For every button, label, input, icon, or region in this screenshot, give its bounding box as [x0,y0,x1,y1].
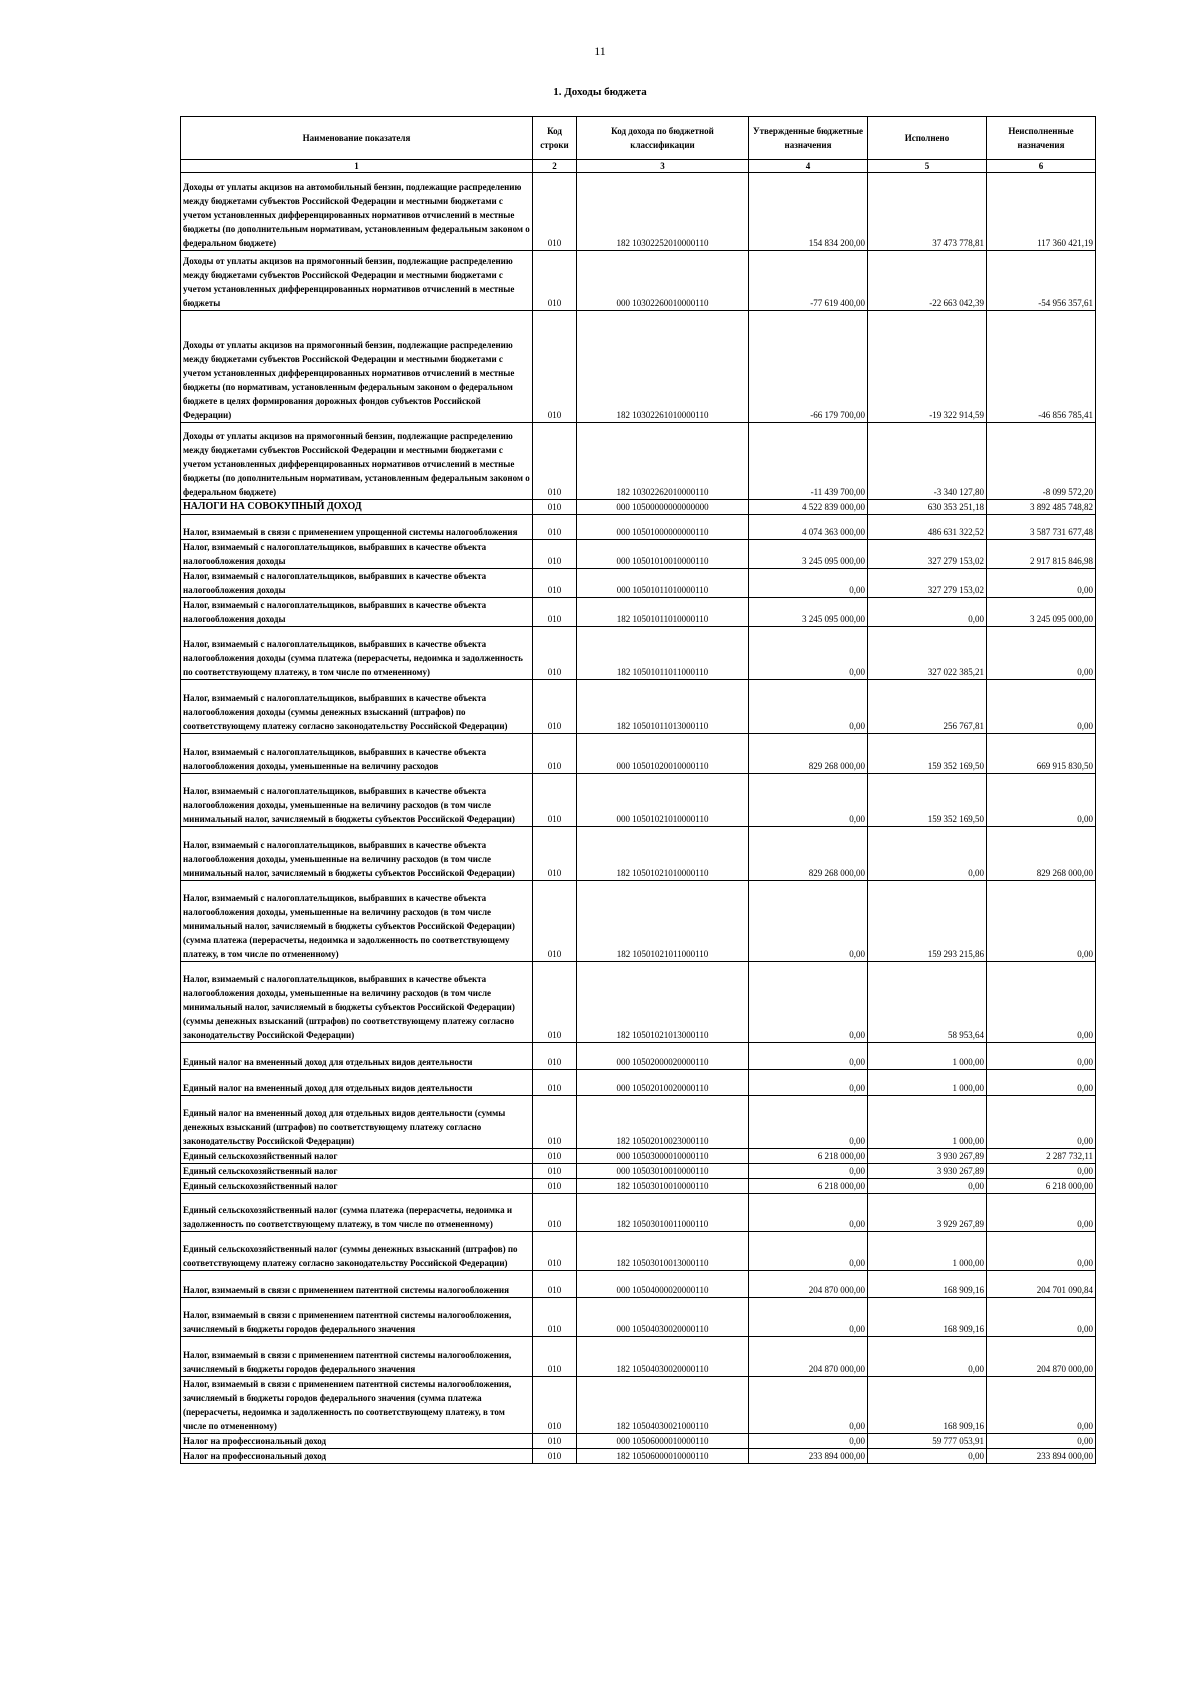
row-executed-amount: 0,00 [868,827,987,881]
table-header [181,117,1096,173]
row-approved-amount: 0,00 [749,627,868,680]
table-row [181,1194,1096,1232]
row-line-code: 010 [533,540,577,569]
header-income-code: Код дохода по бюджетной классификации [577,117,749,160]
row-approved-amount: 0,00 [749,569,868,598]
row-unexecuted-amount: 3 587 731 677,48 [987,515,1096,540]
row-executed-amount: 0,00 [868,1337,987,1377]
row-approved-amount: -66 179 700,00 [749,311,868,423]
table-row [181,1096,1096,1149]
table-row [181,774,1096,827]
row-line-code: 010 [533,827,577,881]
row-line-code: 010 [533,734,577,774]
row-executed-amount: -19 322 914,59 [868,311,987,423]
header-line-code: Код строки [533,117,577,160]
section-title: 1. Доходы бюджета [553,86,647,98]
table-row [181,1232,1096,1271]
row-income-code: 182 10501021010000110 [577,827,749,881]
row-line-code: 010 [533,1043,577,1070]
row-name: Доходы от уплаты акцизов на прямогонный бензин, подлежащие распределению между бюджетами субъектов Российской Федерации и местными бюджетами с учетом установленных дифференцированных нормативов отчислений в местные бюджеты [181,251,533,311]
row-approved-amount: -11 439 700,00 [749,423,868,500]
row-executed-amount: 3 930 267,89 [868,1164,987,1179]
row-income-code: 182 10501011010000110 [577,598,749,627]
row-name: Единый сельскохозяйственный налог [181,1164,533,1179]
row-income-code: 000 10501000000000110 [577,515,749,540]
row-executed-amount: 0,00 [868,1449,987,1464]
row-income-code: 182 10501021011000110 [577,881,749,962]
table-row [181,1298,1096,1337]
row-unexecuted-amount: 204 701 090,84 [987,1271,1096,1298]
row-executed-amount: 0,00 [868,598,987,627]
row-income-code: 182 10506000010000110 [577,1449,749,1464]
column-number: 2 [533,160,577,173]
row-income-code: 182 10503010010000110 [577,1179,749,1194]
column-number: 1 [181,160,533,173]
row-unexecuted-amount: 0,00 [987,1434,1096,1449]
table-row [181,1434,1096,1449]
row-income-code: 000 10500000000000000 [577,500,749,515]
column-number: 3 [577,160,749,173]
row-name: Налог, взимаемый с налогоплательщиков, выбравших в качестве объекта налогообложения доходы [181,598,533,627]
header-name: Наименование показателя [181,117,533,160]
row-name: Единый сельскохозяйственный налог (сумма платежа (перерасчеты, недоимка и задолженность по соответствующему платежу, в том числе по отмененному) [181,1194,533,1232]
row-executed-amount: 327 022 385,21 [868,627,987,680]
column-number: 6 [987,160,1096,173]
row-executed-amount: 1 000,00 [868,1096,987,1149]
row-name: Доходы от уплаты акцизов на автомобильный бензин, подлежащие распределению между бюджетами субъектов Российской Федерации и местными бюджетами с учетом установленных дифференцированных нормативов отчислений в местные бюджеты (по дополнительным нормативам, установленным федеральным законом о федеральном бюджете) [181,173,533,251]
row-line-code: 010 [533,1096,577,1149]
row-income-code: 000 10501021010000110 [577,774,749,827]
row-income-code: 000 10502010020000110 [577,1070,749,1096]
row-unexecuted-amount: 0,00 [987,627,1096,680]
table-row [181,311,1096,423]
row-name: Налог на профессиональный доход [181,1434,533,1449]
row-name: Налог, взимаемый с налогоплательщиков, выбравших в качестве объекта налогообложения доходы, уменьшенные на величину расходов (в том числе минимальный налог, зачисляемый в бюджеты субъектов Российской Федерации) [181,827,533,881]
row-approved-amount: 0,00 [749,1377,868,1434]
row-income-code: 182 10501011013000110 [577,680,749,734]
header-unexecuted: Неисполненные назначения [987,117,1096,160]
row-name: Единый налог на вмененный доход для отдельных видов деятельности [181,1043,533,1070]
table-row [181,734,1096,774]
row-unexecuted-amount: 0,00 [987,774,1096,827]
row-approved-amount: 0,00 [749,680,868,734]
row-income-code: 182 10501021013000110 [577,962,749,1043]
row-approved-amount: 204 870 000,00 [749,1271,868,1298]
row-name: Налог, взимаемый с налогоплательщиков, выбравших в качестве объекта налогообложения доходы (суммы денежных взысканий (штрафов) по соответствующему платежу согласно законодательству Российской Федерации) [181,680,533,734]
row-income-code: 000 10501010010000110 [577,540,749,569]
row-approved-amount: 6 218 000,00 [749,1149,868,1164]
row-income-code: 182 10504030020000110 [577,1337,749,1377]
row-unexecuted-amount: 2 287 732,11 [987,1149,1096,1164]
row-name: НАЛОГИ НА СОВОКУПНЫЙ ДОХОД [181,500,533,515]
header-executed: Исполнено [868,117,987,160]
table-row [181,515,1096,540]
row-executed-amount: 1 000,00 [868,1043,987,1070]
row-income-code: 000 10501011010000110 [577,569,749,598]
table-row [181,540,1096,569]
row-name: Налог, взимаемый с налогоплательщиков, выбравших в качестве объекта налогообложения доходы (сумма платежа (перерасчеты, недоимка и задолженность по соответствующему платежу, в том числе по отмененному) [181,627,533,680]
row-unexecuted-amount: -54 956 357,61 [987,251,1096,311]
row-name: Налог, взимаемый в связи с применением патентной системы налогообложения [181,1271,533,1298]
row-executed-amount: 327 279 153,02 [868,569,987,598]
row-unexecuted-amount: 0,00 [987,1377,1096,1434]
row-name: Доходы от уплаты акцизов на прямогонный бензин, подлежащие распределению между бюджетами субъектов Российской Федерации и местными бюджетами с учетом установленных дифференцированных нормативов отчислений в местные бюджеты (по дополнительным нормативам, установленным федеральным законом о федеральном бюджете) [181,423,533,500]
row-line-code: 010 [533,515,577,540]
row-approved-amount: 6 218 000,00 [749,1179,868,1194]
column-number: 5 [868,160,987,173]
row-income-code: 000 10504000020000110 [577,1271,749,1298]
row-income-code: 182 10302262010000110 [577,423,749,500]
table-row [181,251,1096,311]
row-approved-amount: 0,00 [749,1070,868,1096]
row-line-code: 010 [533,1377,577,1434]
table-row [181,1070,1096,1096]
row-income-code: 182 10302252010000110 [577,173,749,251]
row-line-code: 010 [533,627,577,680]
row-executed-amount: 37 473 778,81 [868,173,987,251]
row-approved-amount: 829 268 000,00 [749,734,868,774]
row-income-code: 000 10504030020000110 [577,1298,749,1337]
row-name: Налог на профессиональный доход [181,1449,533,1464]
table-row [181,1271,1096,1298]
row-line-code: 010 [533,1298,577,1337]
row-executed-amount: 159 352 169,50 [868,734,987,774]
row-line-code: 010 [533,1149,577,1164]
row-executed-amount: 3 929 267,89 [868,1194,987,1232]
row-line-code: 010 [533,1194,577,1232]
table-row [181,1377,1096,1434]
row-unexecuted-amount: 669 915 830,50 [987,734,1096,774]
table-row [181,423,1096,500]
row-executed-amount: 327 279 153,02 [868,540,987,569]
row-line-code: 010 [533,962,577,1043]
row-unexecuted-amount: 0,00 [987,1043,1096,1070]
row-income-code: 000 10503000010000110 [577,1149,749,1164]
row-unexecuted-amount: 0,00 [987,1070,1096,1096]
row-income-code: 000 10506000010000110 [577,1434,749,1449]
row-name: Налог, взимаемый с налогоплательщиков, выбравших в качестве объекта налогообложения доходы, уменьшенные на величину расходов (в том числе минимальный налог, зачисляемый в бюджеты субъектов Российской Федерации) [181,774,533,827]
row-unexecuted-amount: 0,00 [987,1164,1096,1179]
row-unexecuted-amount: 3 892 485 748,82 [987,500,1096,515]
table-row [181,1164,1096,1179]
row-unexecuted-amount: 0,00 [987,1232,1096,1271]
row-unexecuted-amount: 204 870 000,00 [987,1337,1096,1377]
row-executed-amount: 168 909,16 [868,1298,987,1337]
row-approved-amount: 4 522 839 000,00 [749,500,868,515]
row-approved-amount: 0,00 [749,881,868,962]
row-income-code: 000 10503010010000110 [577,1164,749,1179]
row-unexecuted-amount: 3 245 095 000,00 [987,598,1096,627]
row-executed-amount: 168 909,16 [868,1377,987,1434]
table-row [181,627,1096,680]
row-executed-amount: 58 953,64 [868,962,987,1043]
table-row [181,500,1096,515]
row-line-code: 010 [533,1164,577,1179]
table-row [181,1149,1096,1164]
table-row [181,598,1096,627]
row-line-code: 010 [533,251,577,311]
row-income-code: 182 10501011011000110 [577,627,749,680]
row-name: Налог, взимаемый с налогоплательщиков, выбравших в качестве объекта налогообложения доходы, уменьшенные на величину расходов [181,734,533,774]
row-name: Доходы от уплаты акцизов на прямогонный бензин, подлежащие распределению между бюджетами субъектов Российской Федерации и местными бюджетами с учетом установленных дифференцированных нормативов отчислений в местные бюджеты (по нормативам, установленным федеральным законом о федеральном бюджете в целях формирования дорожных фондов субъектов Российской Федерации) [181,311,533,423]
row-unexecuted-amount: -8 099 572,20 [987,423,1096,500]
row-approved-amount: 0,00 [749,1096,868,1149]
row-name: Единый сельскохозяйственный налог (суммы денежных взысканий (штрафов) по соответствующему платежу согласно законодательству Российской Федерации) [181,1232,533,1271]
row-approved-amount: 0,00 [749,1164,868,1179]
row-approved-amount: 0,00 [749,962,868,1043]
row-income-code: 182 10503010011000110 [577,1194,749,1232]
row-line-code: 010 [533,500,577,515]
table-row [181,881,1096,962]
row-name: Налог, взимаемый с налогоплательщиков, выбравших в качестве объекта налогообложения доходы [181,569,533,598]
row-unexecuted-amount: 0,00 [987,1298,1096,1337]
row-unexecuted-amount: 2 917 815 846,98 [987,540,1096,569]
row-executed-amount: 59 777 053,91 [868,1434,987,1449]
row-executed-amount: 630 353 251,18 [868,500,987,515]
row-approved-amount: 4 074 363 000,00 [749,515,868,540]
row-name: Единый сельскохозяйственный налог [181,1149,533,1164]
revenue-table [180,116,1096,1464]
table-row [181,1043,1096,1070]
row-name: Налог, взимаемый в связи с применением патентной системы налогообложения, зачисляемый в бюджеты городов федерального значения [181,1337,533,1377]
row-line-code: 010 [533,1449,577,1464]
row-approved-amount: 204 870 000,00 [749,1337,868,1377]
row-approved-amount: -77 619 400,00 [749,251,868,311]
row-name: Единый налог на вмененный доход для отдельных видов деятельности [181,1070,533,1096]
row-executed-amount: 256 767,81 [868,680,987,734]
header-approved: Утвержденные бюджетные назначения [749,117,868,160]
row-name: Налог, взимаемый с налогоплательщиков, выбравших в качестве объекта налогообложения доходы, уменьшенные на величину расходов (в том числе минимальный налог, зачисляемый в бюджеты субъектов Российской Федерации) (сумма платежа (перерасчеты, недоимка и задолженность по соответствующему платежу, в том числе по отмененному) [181,881,533,962]
row-executed-amount: 1 000,00 [868,1232,987,1271]
table-row [181,569,1096,598]
table-row [181,1449,1096,1464]
row-name: Налог, взимаемый в связи с применением патентной системы налогообложения, зачисляемый в бюджеты городов федерального значения (сумма платежа (перерасчеты, недоимка и задолженность по соответствующему платежу, в том числе по отмененному) [181,1377,533,1434]
table-row [181,962,1096,1043]
row-executed-amount: 1 000,00 [868,1070,987,1096]
row-income-code: 000 10502000020000110 [577,1043,749,1070]
row-unexecuted-amount: 0,00 [987,680,1096,734]
row-line-code: 010 [533,423,577,500]
row-approved-amount: 3 245 095 000,00 [749,598,868,627]
table-row [181,680,1096,734]
column-number: 4 [749,160,868,173]
table-body [181,173,1096,1464]
page-number: 11 [594,44,606,58]
row-name: Налог, взимаемый в связи с применением патентной системы налогообложения, зачисляемый в бюджеты городов федерального значения [181,1298,533,1337]
row-line-code: 010 [533,1070,577,1096]
row-line-code: 010 [533,598,577,627]
row-income-code: 000 10501020010000110 [577,734,749,774]
row-unexecuted-amount: -46 856 785,41 [987,311,1096,423]
row-name: Налог, взимаемый в связи с применением упрощенной системы налогообложения [181,515,533,540]
row-unexecuted-amount: 0,00 [987,1096,1096,1149]
row-unexecuted-amount: 117 360 421,19 [987,173,1096,251]
row-unexecuted-amount: 0,00 [987,962,1096,1043]
row-approved-amount: 154 834 200,00 [749,173,868,251]
row-unexecuted-amount: 0,00 [987,569,1096,598]
row-approved-amount: 0,00 [749,1434,868,1449]
row-approved-amount: 233 894 000,00 [749,1449,868,1464]
table-row [181,1179,1096,1194]
row-unexecuted-amount: 829 268 000,00 [987,827,1096,881]
row-approved-amount: 0,00 [749,1043,868,1070]
row-executed-amount: -3 340 127,80 [868,423,987,500]
row-executed-amount: 168 909,16 [868,1271,987,1298]
row-income-code: 182 10302261010000110 [577,311,749,423]
table-row [181,827,1096,881]
table-row [181,173,1096,251]
row-executed-amount: 3 930 267,89 [868,1149,987,1164]
row-approved-amount: 0,00 [749,1232,868,1271]
table-row [181,1337,1096,1377]
row-name: Налог, взимаемый с налогоплательщиков, выбравших в качестве объекта налогообложения доходы [181,540,533,569]
row-name: Налог, взимаемый с налогоплательщиков, выбравших в качестве объекта налогообложения доходы, уменьшенные на величину расходов (в том числе минимальный налог, зачисляемый в бюджеты субъектов Российской Федерации) (суммы денежных взысканий (штрафов) по соответствующему платежу согласно законодательству Российской Федерации) [181,962,533,1043]
row-executed-amount: -22 663 042,39 [868,251,987,311]
row-income-code: 182 10503010013000110 [577,1232,749,1271]
row-executed-amount: 159 352 169,50 [868,774,987,827]
row-line-code: 010 [533,774,577,827]
row-executed-amount: 486 631 322,52 [868,515,987,540]
row-unexecuted-amount: 233 894 000,00 [987,1449,1096,1464]
row-unexecuted-amount: 0,00 [987,881,1096,962]
row-line-code: 010 [533,1232,577,1271]
row-name: Единый сельскохозяйственный налог [181,1179,533,1194]
row-approved-amount: 0,00 [749,1194,868,1232]
row-approved-amount: 829 268 000,00 [749,827,868,881]
row-approved-amount: 3 245 095 000,00 [749,540,868,569]
row-line-code: 010 [533,569,577,598]
row-line-code: 010 [533,881,577,962]
row-line-code: 010 [533,1434,577,1449]
row-income-code: 182 10504030021000110 [577,1377,749,1434]
row-line-code: 010 [533,1271,577,1298]
row-line-code: 010 [533,680,577,734]
row-income-code: 000 10302260010000110 [577,251,749,311]
row-income-code: 182 10502010023000110 [577,1096,749,1149]
row-executed-amount: 0,00 [868,1179,987,1194]
row-approved-amount: 0,00 [749,1298,868,1337]
row-line-code: 010 [533,1179,577,1194]
row-executed-amount: 159 293 215,86 [868,881,987,962]
row-line-code: 010 [533,173,577,251]
row-line-code: 010 [533,1337,577,1377]
row-unexecuted-amount: 0,00 [987,1194,1096,1232]
row-name: Единый налог на вмененный доход для отдельных видов деятельности (суммы денежных взысканий (штрафов) по соответствующему платежу согласно законодательству Российской Федерации) [181,1096,533,1149]
row-unexecuted-amount: 6 218 000,00 [987,1179,1096,1194]
row-approved-amount: 0,00 [749,774,868,827]
row-line-code: 010 [533,311,577,423]
